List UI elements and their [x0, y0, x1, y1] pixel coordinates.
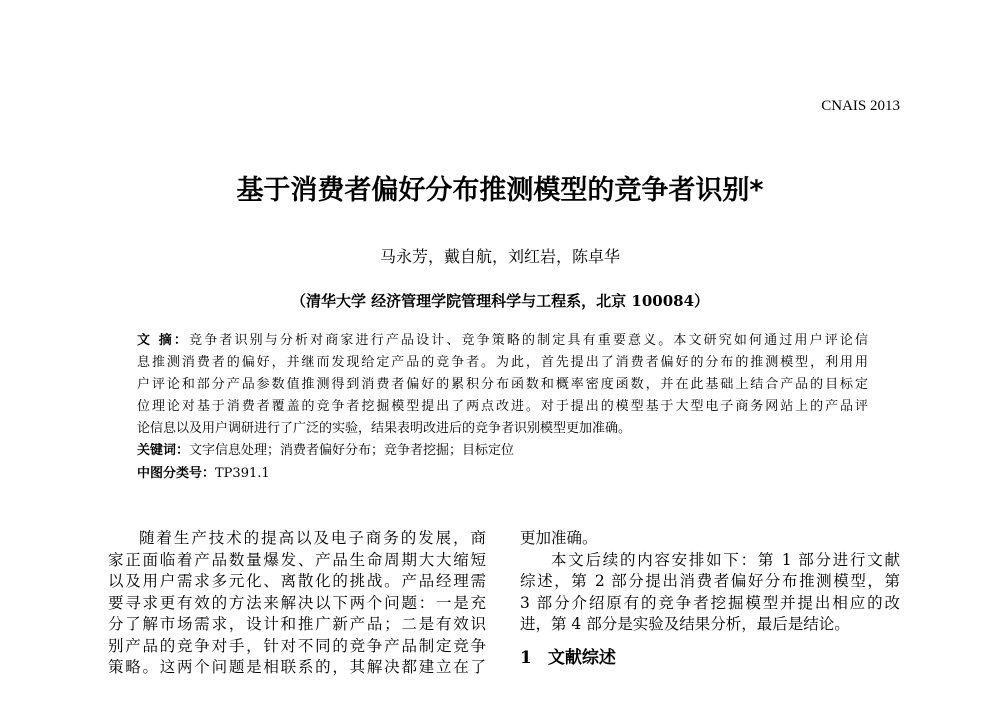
body-line: 要寻求更有效的方法来解决以下两个问题：一是充 — [108, 593, 486, 612]
abstract-line: 息推测消费者的偏好，并继而发现给定产品的竞争者。为此，首先提出了消费者偏好的分布的推测模型，利用用 — [137, 355, 868, 370]
body-left-column — [108, 528, 486, 679]
keywords-label: 关键词： — [137, 443, 190, 458]
body-line: 家正面临着产品数量爆发、产品生命周期大大缩短 — [108, 550, 486, 569]
conference-label: CNAIS 2013 — [821, 98, 900, 114]
abstract-line: 论信息以及用户调研进行了广泛的实验，结果表明改进后的竞争者识别模型更加准确。 — [137, 421, 632, 436]
body-line: 进，第 4 部分是实验及结果分析，最后是结论。 — [520, 615, 850, 633]
body-line: 本文后续的内容安排如下：第 1 部分进行文献 — [551, 550, 900, 569]
authors: 马永芳，戴自航，刘红岩，陈卓华 — [379, 247, 620, 266]
abstract-line: 位理论对基于消费者覆盖的竞争者挖掘模型提出了两点改进。对于提出的模型基于大型电子商务网站上的产品评 — [137, 399, 868, 414]
classification-value: TP391.1 — [215, 466, 270, 481]
paper-title: 基于消费者偏好分布推测模型的竞争者识别* — [236, 175, 764, 206]
abstract-line: 文 摘：竞争者识别与分析对商家进行产品设计、竞争策略的制定具有重要意义。本文研究如何通过用户评论信 — [137, 333, 868, 348]
body-line: 更加准确。 — [520, 529, 598, 547]
body-line: 综述，第 2 部分提出消费者偏好分布推测模型，第 — [520, 572, 900, 590]
body-line: 随着生产技术的提高以及电子商务的发展，商 — [139, 529, 486, 547]
abstract-line: 户评论和部分产品参数值推测得到消费者偏好的累积分布函数和概率密度函数，并在此基础上结合产品的目标定 — [137, 377, 868, 392]
body-line: 别产品的竞争对手，针对不同的竞争产品制定竞争 — [108, 636, 486, 655]
section-title: 文献综述 — [547, 647, 616, 668]
section-number: 1 — [520, 647, 532, 668]
body-right-column — [520, 528, 900, 672]
body-line: 策略。这两个问题是相联系的，其解决都建立在了 — [108, 658, 486, 676]
body-line: 3 部分介绍原有的竞争者挖掘模型并提出相应的改 — [520, 593, 900, 612]
body-line: 分了解市场需求，设计和推广新产品；二是有效识 — [108, 615, 486, 633]
body-line: 以及用户需求多元化、离散化的挑战。产品经理需 — [108, 572, 486, 590]
keywords — [137, 443, 868, 459]
classification — [137, 466, 868, 482]
affiliation: （清华大学 经济管理学院管理科学与工程系，北京 100084） — [290, 292, 710, 310]
keywords-value: 文字信息处理；消费者偏好分布；竞争者挖掘；目标定位 — [189, 443, 515, 458]
abstract-label: 文 摘： — [137, 333, 190, 348]
section-heading — [520, 648, 900, 672]
classification-label: 中图分类号： — [137, 466, 216, 481]
